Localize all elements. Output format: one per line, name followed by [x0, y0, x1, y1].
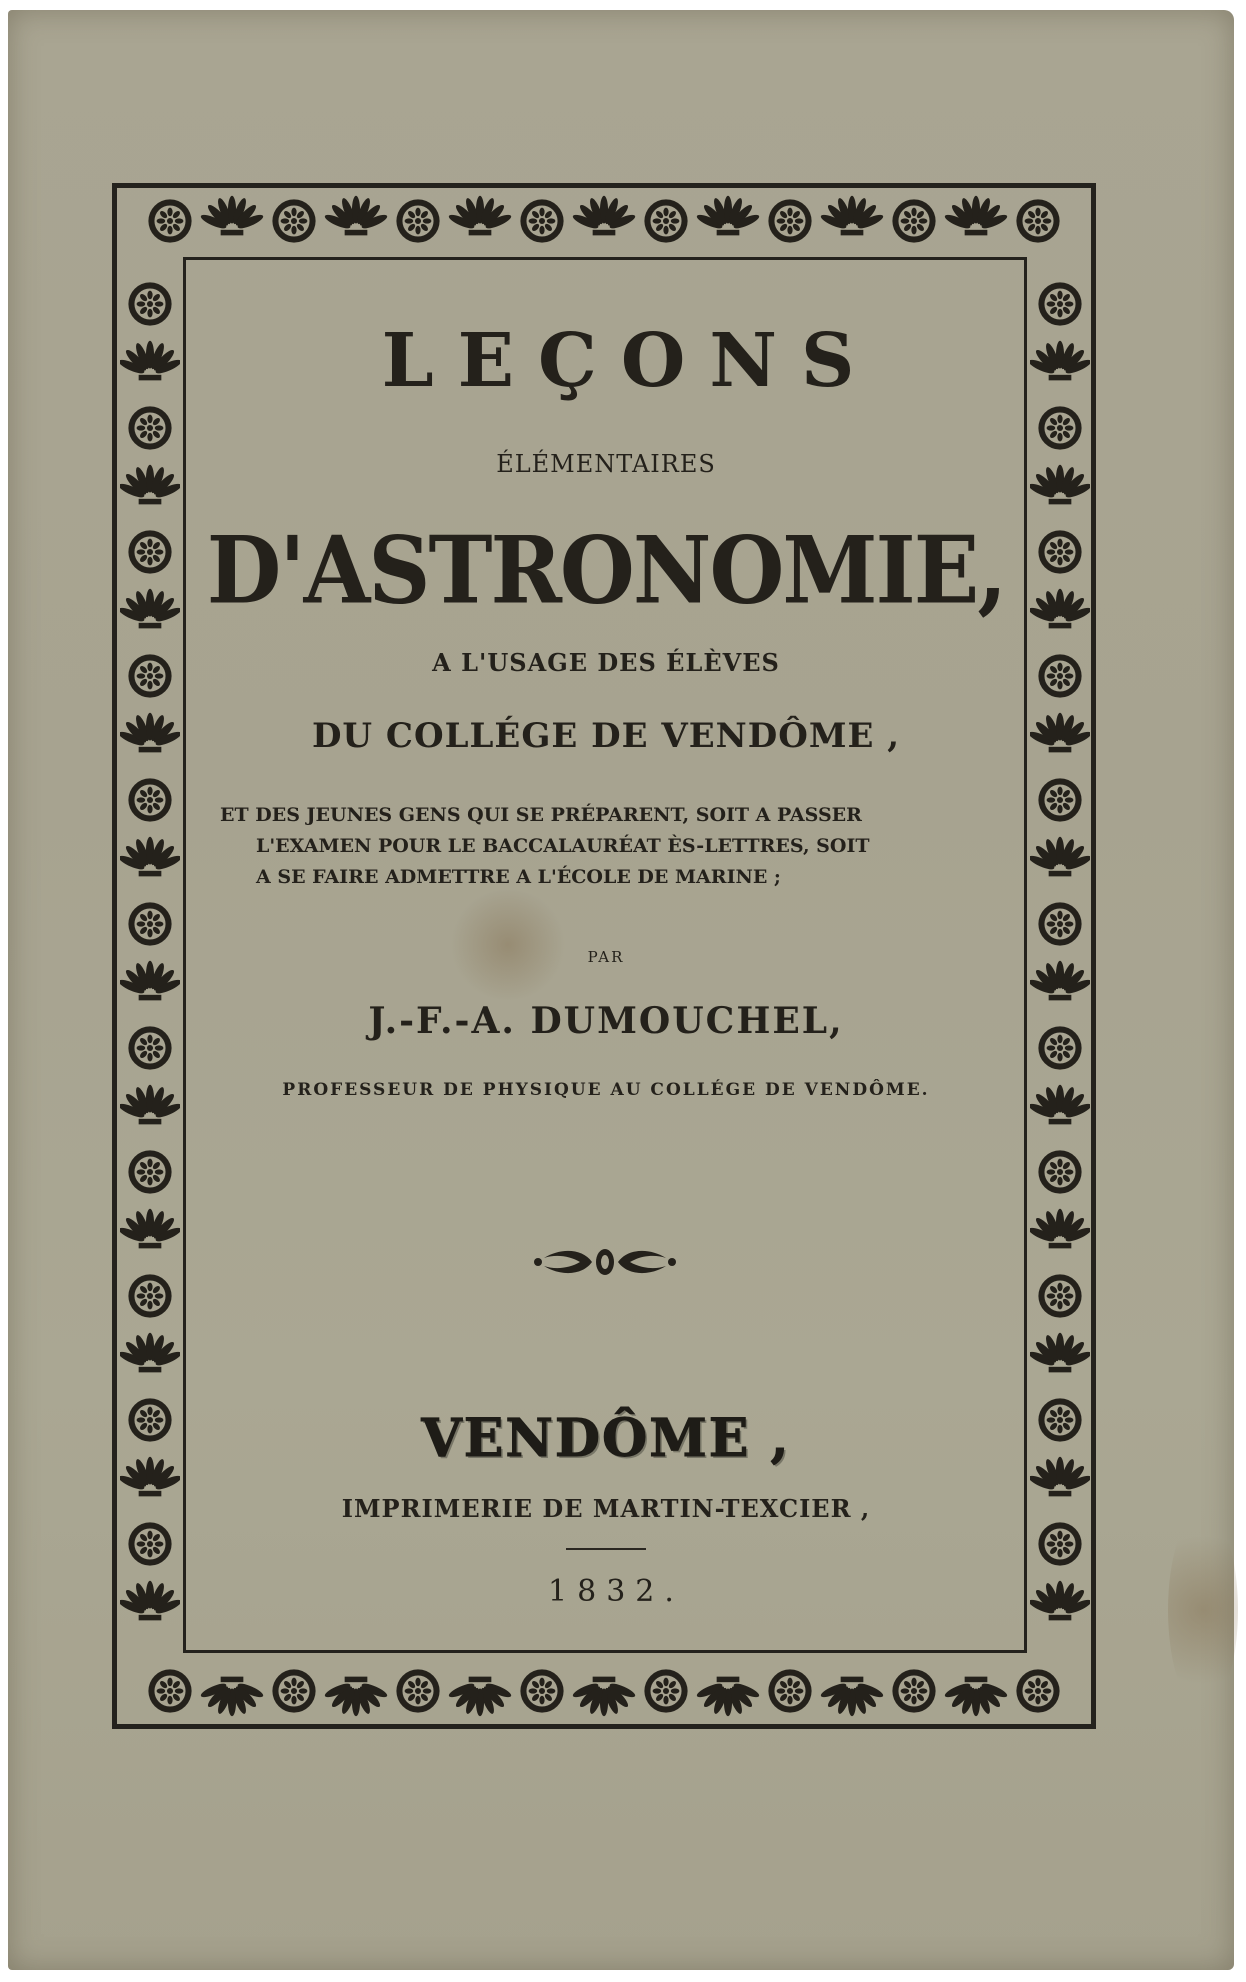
printer-line: IMPRIMERIE DE MARTIN-TEXCIER , — [341, 1494, 871, 1523]
fleuron-ornament — [530, 1242, 680, 1287]
purpose-line-1: ET DES JEUNES GENS QUI SE PRÉPARENT, SOIT A PASSER — [220, 804, 862, 826]
ornament-border-bottom — [120, 1661, 1088, 1721]
ornament-border-left — [120, 257, 180, 1653]
title-elementaires: ÉLÉMENTAIRES — [496, 450, 716, 478]
ornament-border-right — [1030, 257, 1090, 1653]
purpose-paragraph — [220, 800, 990, 893]
title-astronomie: D'ASTRONOMIE, — [206, 515, 1006, 626]
city-vendome: VENDÔME , — [421, 1408, 791, 1469]
ornament-border-top — [120, 191, 1088, 251]
purpose-line-3: A SE FAIRE ADMETTRE A L'ÉCOLE DE MARINE ; — [256, 866, 781, 888]
college-line: DU COLLÉGE DE VENDÔME , — [311, 716, 901, 756]
band-left-pattern — [120, 257, 180, 1653]
author-name: J.-F.-A. DUMOUCHEL, — [368, 1000, 844, 1042]
author-title: PROFESSEUR DE PHYSIQUE AU COLLÉGE DE VENDÔME. — [282, 1080, 930, 1100]
purpose-line-2: L'EXAMEN POUR LE BACCALAURÉAT ÈS-LETTRES, SOIT — [256, 835, 870, 857]
fleuron-icon — [530, 1242, 680, 1282]
usage-line: A L'USAGE DES ÉLÈVES — [432, 648, 780, 677]
title-lecons: LEÇONS — [381, 318, 879, 404]
short-rule — [566, 1548, 646, 1550]
par-label: PAR — [587, 948, 625, 966]
band-right-pattern — [1030, 257, 1090, 1653]
publication-year: 1832. — [548, 1574, 684, 1609]
band-bottom-pattern — [120, 1661, 1088, 1721]
edge-wear — [1168, 1510, 1238, 1710]
band-top-pattern — [120, 191, 1088, 251]
